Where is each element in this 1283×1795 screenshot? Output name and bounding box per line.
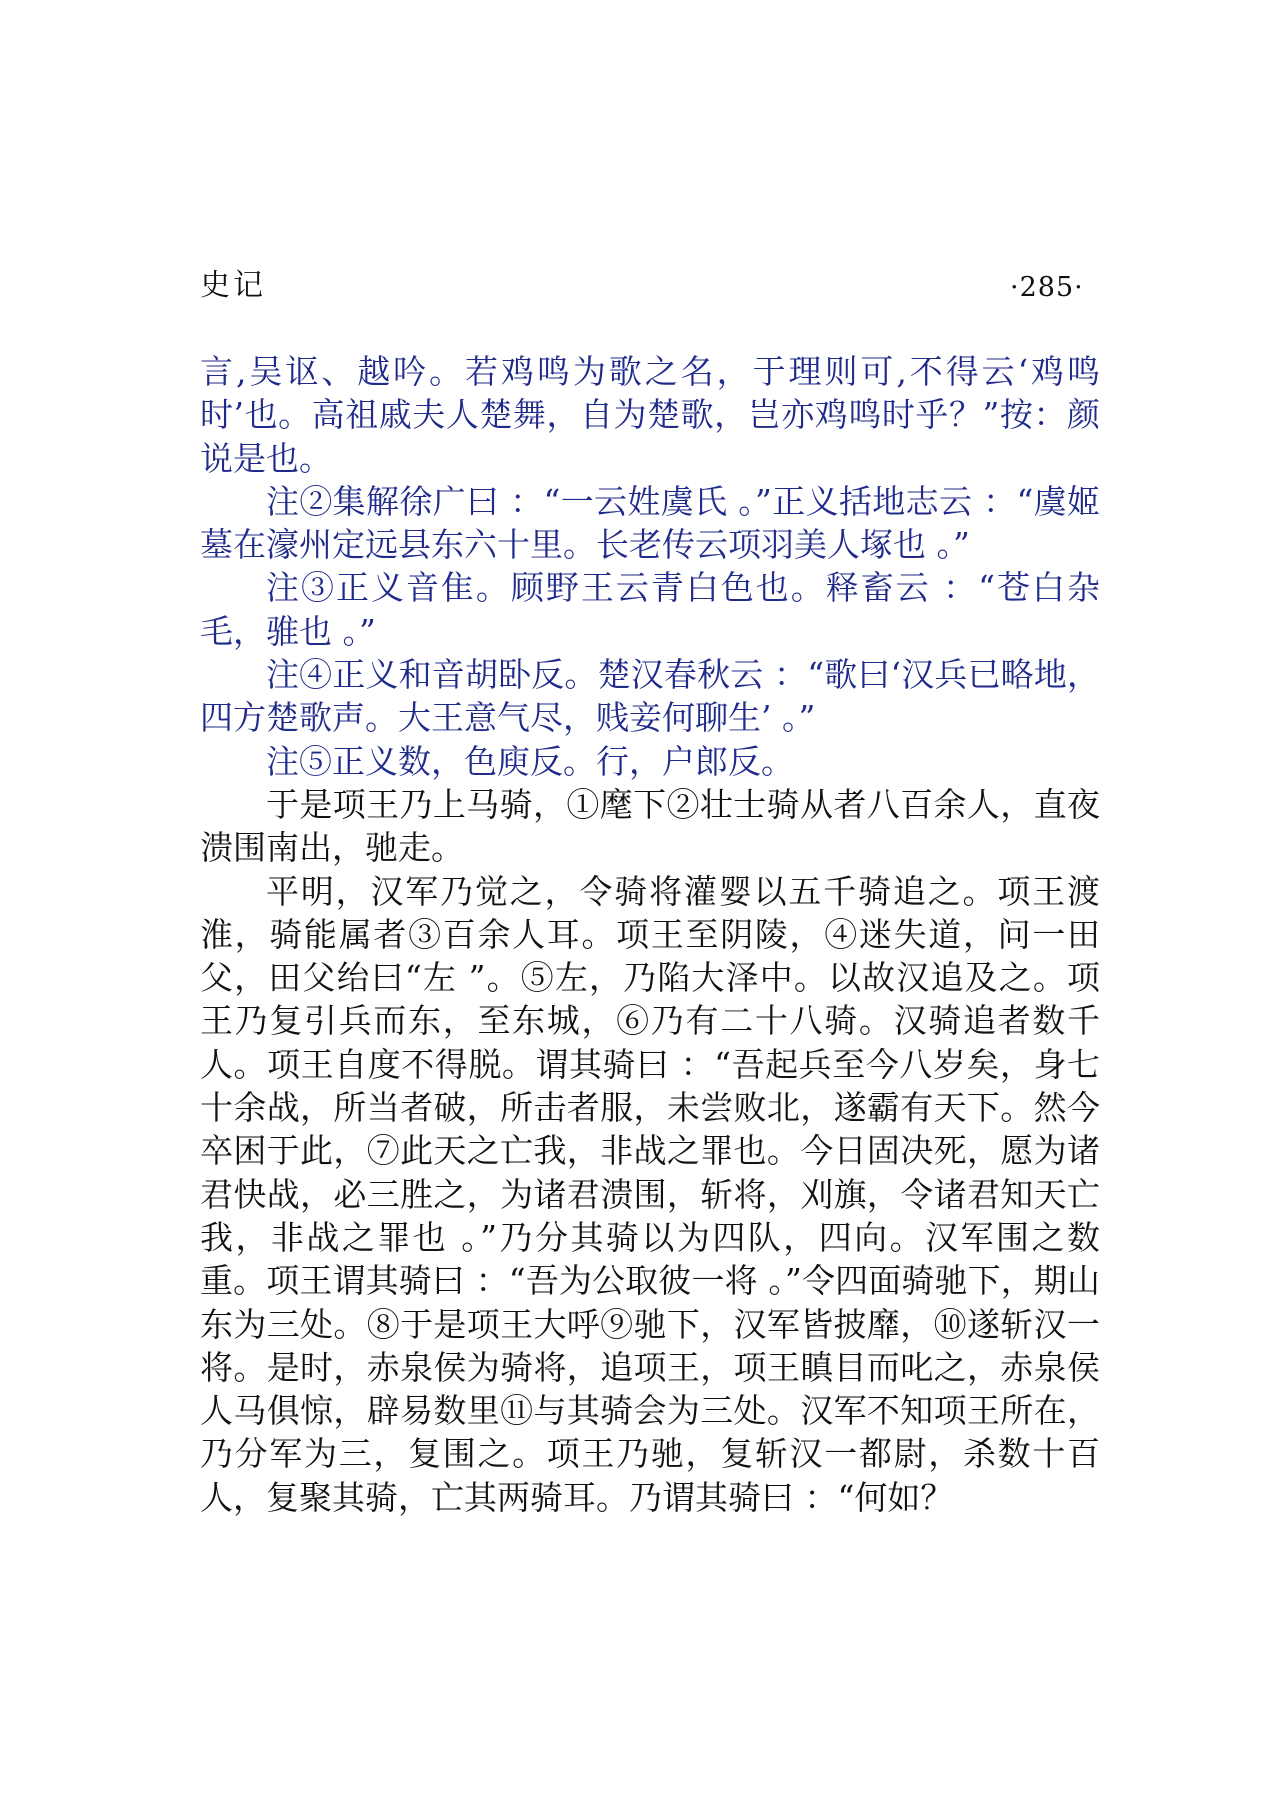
main-text-paragraph: 于是项王乃上马骑，①麾下②壮士骑从者八百余人，直夜溃围南出，驰走。 xyxy=(200,784,1100,868)
running-title: 史记 xyxy=(200,268,266,303)
main-text-paragraph: 平明，汉军乃觉之，令骑将灌婴以五千骑追之。项王渡淮，骑能属者③百余人耳。项王至阴陵，④迷失道，问一田父，田父绐曰“左 ”。⑤左，乃陷大泽中。以故汉追及之。项王乃复引兵而东，至东城，⑥乃有二十八骑。汉骑追者数千人。项王自度不得脱。谓其骑曰 ：“吾起兵至今八岁矣，身七十余战，所当者破，所击者服，未尝败北，遂霸有天下。然今卒困于此，⑦此天之亡我，非战之罪也。今日固决死，愿为诸君快战，必三胜之，为诸君溃围，斩将，刈旗，令诸君知天亡我，非战之罪也 。”乃分其骑以为四队，四向。汉军围之数重。项王谓其骑曰 ：“吾为公取彼一将 。”令四面骑驰下，期山东为三处。⑧于是项王大呼⑨驰下，汉军皆披靡，⑩遂斩汉一将。是时，赤泉侯为骑将，追项王，项王瞋目而叱之，赤泉侯人马俱惊，辟易数里⑪与其骑会为三处。汉军不知项王所在，乃分军为三，复围之。项王乃驰，复斩汉一都尉，杀数十百人，复聚其骑，亡其两骑耳。乃谓其骑曰 ：“何如？ xyxy=(200,871,1100,1517)
commentary-paragraph: 言,吴讴、越吟。若鸡鸣为歌之名，于理则可,不得云‘鸡鸣时’也。高祖戚夫人楚舞，自为楚歌，岂亦鸡鸣时乎？”按：颜说是也。 xyxy=(200,352,1100,478)
page-number: ·285· xyxy=(1010,272,1084,303)
note-paragraph: 注③正义音隹。顾野王云青白色也。释畜云 ：“苍白杂毛，骓也 。” xyxy=(200,568,1100,651)
note-paragraph: 注②集解徐广曰 ：“一云姓虞氏 。”正义括地志云 ：“虞姬墓在濠州定远县东六十里。长老传云项羽美人塚也 。” xyxy=(200,481,1100,565)
note-paragraph: 注④正义和音胡卧反。楚汉春秋云 ：“歌曰‘汉兵已略地，四方楚歌声。大王意气尽，贱妾何聊生’ 。” xyxy=(200,655,1100,738)
body-text xyxy=(200,350,1100,1519)
note-paragraph: 注⑤正义数，色庾反。行，户郎反。 xyxy=(266,741,794,781)
